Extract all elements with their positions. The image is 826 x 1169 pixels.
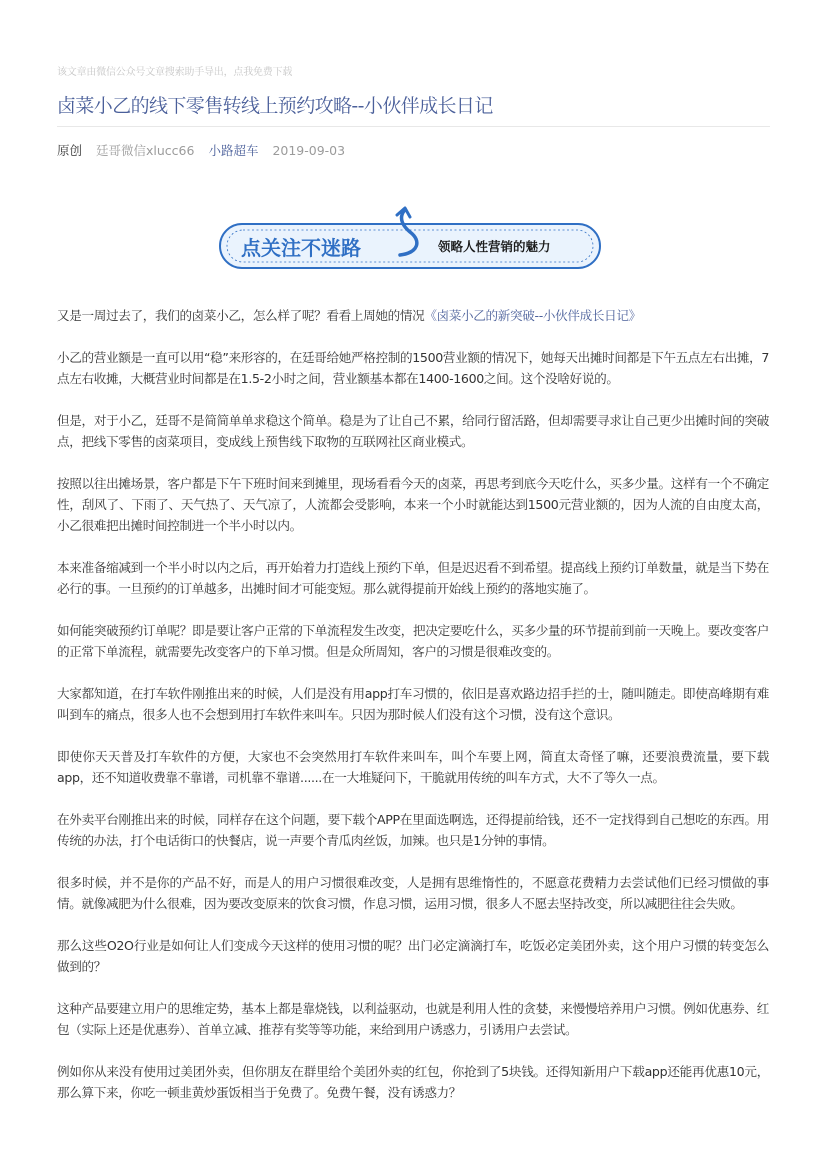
paragraph-3: 按照以往出摊场景，客户都是下午下班时间来到摊里，现场看看今天的卤菜，再思考到底今天吃什么，买多少量。这样有一个不确定性，刮风了、下雨了、天气热了、天气凉了，人流都会受影响，本来一个小时就能达到1500元营业额的，因为人流的自由度太高，小乙很难把出摊时间控制进一个半小时以内。 bbox=[57, 476, 769, 533]
publish-date: 2019-09-03 bbox=[272, 143, 346, 158]
article-title: 卤菜小乙的线下零售转线上预约攻略--小伙伴成长日记 bbox=[57, 95, 493, 117]
paragraph-0 bbox=[57, 305, 769, 326]
original-tag: 原创 bbox=[57, 143, 83, 158]
paragraph-7: 即使你天天普及打车软件的方便，大家也不会突然用打车软件来叫车，叫个车要上网，简直太奇怪了嘛，还要浪费流量，要下载app，还不知道收费靠不靠谱，司机靠不靠谱......在一大堆疑问下，干脆就用传统的叫车方式，大不了等久一点。 bbox=[57, 749, 769, 785]
banner-right-text: 领略人性营销的魅力 bbox=[438, 239, 551, 254]
paragraph-11: 这种产品要建立用户的思维定势，基本上都是靠烧钱，以利益驱动，也就是利用人性的贪婪，来慢慢培养用户习惯。例如优惠券、红包（实际上还是优惠券）、首单立减、推荐有奖等等功能，来给到用户诱惑力，引诱用户去尝试。 bbox=[57, 1001, 769, 1037]
paragraph-6: 大家都知道，在打车软件刚推出来的时候，人们是没有用app打车习惯的，依旧是喜欢路边招手拦的士，随叫随走。即使高峰期有难叫到车的痛点，很多人也不会想到用打车软件来叫车。只因为那时候人们没有这个习惯，没有这个意识。 bbox=[57, 686, 769, 722]
author-name: 廷哥微信xlucc66 bbox=[96, 143, 195, 158]
article-body bbox=[57, 305, 769, 1124]
paragraph-0-text: 又是一周过去了，我们的卤菜小乙，怎么样了呢？看看上周她的情况 bbox=[57, 308, 425, 323]
paragraph-1: 小乙的营业额是一直可以用“稳”来形容的，在廷哥给她严格控制的1500营业额的情况下，她每天出摊时间都是下午五点左右出摊，7点左右收摊，大概营业时间都是在1.5-2小时之间，营业额基本都在1400-1600之间。这个没啥好说的。 bbox=[57, 350, 769, 386]
paragraph-8: 在外卖平台刚推出来的时候，同样存在这个问题，要下载个APP在里面选啊选，还得提前给钱，还不一定找得到自己想吃的东西。用传统的办法，打个电话街口的快餐店，说一声要个青瓜肉丝饭，加辣。也只是1分钟的事情。 bbox=[57, 812, 769, 848]
paragraph-5: 如何能突破预约订单呢？即是要让客户正常的下单流程发生改变，把决定要吃什么，买多少量的环节提前到前一天晚上。要改变客户的正常下单流程，就需要先改变客户的下单习惯。但是众所周知，客户的习惯是很难改变的。 bbox=[57, 623, 769, 659]
title-divider bbox=[57, 126, 770, 127]
banner-left-text: 点关注不迷路 bbox=[241, 236, 361, 260]
account-link[interactable]: 小路超车 bbox=[208, 143, 259, 158]
article-meta bbox=[57, 141, 355, 159]
related-article-link[interactable]: 《卤菜小乙的新突破--小伙伴成长日记》 bbox=[424, 308, 641, 323]
paragraph-4: 本来准备缩减到一个半小时以内之后，再开始着力打造线上预约下单，但是迟迟看不到希望。提高线上预约订单数量，就是当下势在必行的事。一旦预约的订单越多，出摊时间才可能变短。那么就得提前开始线上预约的落地实施了。 bbox=[57, 560, 769, 596]
paragraph-12: 例如你从来没有使用过美团外卖，但你朋友在群里给个美团外卖的红包，你抢到了5块钱。还得知新用户下载app还能再优惠10元，那么算下来，你吃一顿韭黄炒蛋饭相当于免费了。免费午餐，没有诱惑力？ bbox=[57, 1064, 769, 1100]
paragraph-9: 很多时候，并不是你的产品不好，而是人的用户习惯很难改变，人是拥有思维惰性的，不愿意花费精力去尝试他们已经习惯做的事情。就像减肥为什么很难，因为要改变原来的饮食习惯，作息习惯，运用习惯，很多人不愿去坚持改变，所以减肥往往会失败。 bbox=[57, 875, 769, 911]
export-notice-link[interactable]: 该文章由微信公众号文章搜索助手导出，点我免费下载 bbox=[57, 67, 293, 78]
paragraph-2: 但是，对于小乙，廷哥不是简简单单求稳这个简单。稳是为了让自己不累，给同行留活路，但却需要寻求让自己更少出摊时间的突破点，把线下零售的卤菜项目，变成线上预售线下取物的互联网社区商业模式。 bbox=[57, 413, 769, 449]
follow-banner bbox=[218, 205, 604, 273]
paragraph-10: 那么这些O2O行业是如何让人们变成今天这样的使用习惯的呢？出门必定滴滴打车，吃饭必定美团外卖，这个用户习惯的转变怎么做到的？ bbox=[57, 938, 769, 974]
